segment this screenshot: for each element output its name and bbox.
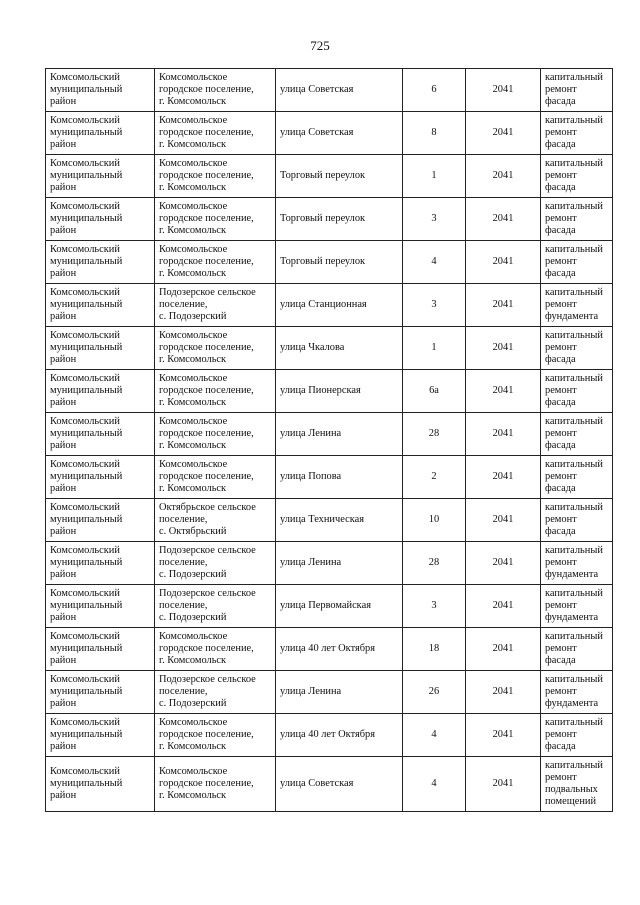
- table-row: [46, 69, 613, 112]
- district-cell: Комсомольский муниципальный район: [46, 542, 155, 585]
- work-type-cell: капитальный ремонт фундамента: [541, 542, 613, 585]
- work-type-cell: капитальный ремонт фундамента: [541, 284, 613, 327]
- district-cell: Комсомольский муниципальный район: [46, 757, 155, 812]
- street-cell: улица Первомайская: [276, 585, 403, 628]
- table-row: [46, 628, 613, 671]
- table-row: [46, 499, 613, 542]
- house-number-cell: 3: [403, 284, 466, 327]
- settlement-cell: Подозерское сельское поселение, с. Подозерский: [155, 542, 276, 585]
- street-cell: улица Чкалова: [276, 327, 403, 370]
- house-number-cell: 4: [403, 714, 466, 757]
- street-cell: улица Попова: [276, 456, 403, 499]
- settlement-cell: Комсомольское городское поселение, г. Комсомольск: [155, 69, 276, 112]
- settlement-cell: Комсомольское городское поселение, г. Комсомольск: [155, 370, 276, 413]
- year-cell: 2041: [466, 413, 541, 456]
- table-row: [46, 241, 613, 284]
- street-cell: улица 40 лет Октября: [276, 714, 403, 757]
- table-row: [46, 585, 613, 628]
- district-cell: Комсомольский муниципальный район: [46, 112, 155, 155]
- settlement-cell: Подозерское сельское поселение, с. Подозерский: [155, 671, 276, 714]
- settlement-cell: Подозерское сельское поселение, с. Подозерский: [155, 585, 276, 628]
- district-cell: Комсомольский муниципальный район: [46, 456, 155, 499]
- table-row: [46, 155, 613, 198]
- table-row: [46, 198, 613, 241]
- table-row: [46, 757, 613, 812]
- street-cell: улица Советская: [276, 757, 403, 812]
- district-cell: Комсомольский муниципальный район: [46, 671, 155, 714]
- year-cell: 2041: [466, 757, 541, 812]
- work-type-cell: капитальный ремонт фасада: [541, 628, 613, 671]
- year-cell: 2041: [466, 671, 541, 714]
- settlement-cell: Комсомольское городское поселение, г. Комсомольск: [155, 155, 276, 198]
- work-type-cell: капитальный ремонт фасада: [541, 241, 613, 284]
- work-type-cell: капитальный ремонт подвальных помещений: [541, 757, 613, 812]
- table-row: [46, 714, 613, 757]
- district-cell: Комсомольский муниципальный район: [46, 714, 155, 757]
- work-type-cell: капитальный ремонт фасада: [541, 413, 613, 456]
- district-cell: Комсомольский муниципальный район: [46, 284, 155, 327]
- settlement-cell: Комсомольское городское поселение, г. Комсомольск: [155, 714, 276, 757]
- street-cell: улица 40 лет Октября: [276, 628, 403, 671]
- house-number-cell: 26: [403, 671, 466, 714]
- year-cell: 2041: [466, 628, 541, 671]
- house-number-cell: 6а: [403, 370, 466, 413]
- house-number-cell: 28: [403, 413, 466, 456]
- street-cell: улица Ленина: [276, 413, 403, 456]
- street-cell: Торговый переулок: [276, 241, 403, 284]
- year-cell: 2041: [466, 327, 541, 370]
- house-number-cell: 6: [403, 69, 466, 112]
- table-row: [46, 370, 613, 413]
- district-cell: Комсомольский муниципальный район: [46, 413, 155, 456]
- district-cell: Комсомольский муниципальный район: [46, 499, 155, 542]
- settlement-cell: Комсомольское городское поселение, г. Комсомольск: [155, 413, 276, 456]
- table-row: [46, 671, 613, 714]
- district-cell: Комсомольский муниципальный район: [46, 585, 155, 628]
- house-number-cell: 4: [403, 757, 466, 812]
- settlement-cell: Комсомольское городское поселение, г. Комсомольск: [155, 112, 276, 155]
- district-cell: Комсомольский муниципальный район: [46, 69, 155, 112]
- work-type-cell: капитальный ремонт фундамента: [541, 671, 613, 714]
- district-cell: Комсомольский муниципальный район: [46, 370, 155, 413]
- house-number-cell: 4: [403, 241, 466, 284]
- year-cell: 2041: [466, 714, 541, 757]
- street-cell: улица Ленина: [276, 542, 403, 585]
- settlement-cell: Комсомольское городское поселение, г. Комсомольск: [155, 198, 276, 241]
- year-cell: 2041: [466, 284, 541, 327]
- table-row: [46, 327, 613, 370]
- district-cell: Комсомольский муниципальный район: [46, 241, 155, 284]
- table-row: [46, 413, 613, 456]
- table-body: [46, 69, 613, 812]
- settlement-cell: Октябрьское сельское поселение, с. Октябрьский: [155, 499, 276, 542]
- street-cell: Торговый переулок: [276, 198, 403, 241]
- house-number-cell: 8: [403, 112, 466, 155]
- street-cell: Торговый переулок: [276, 155, 403, 198]
- house-number-cell: 28: [403, 542, 466, 585]
- work-type-cell: капитальный ремонт фасада: [541, 112, 613, 155]
- work-type-cell: капитальный ремонт фасада: [541, 456, 613, 499]
- street-cell: улица Техническая: [276, 499, 403, 542]
- work-type-cell: капитальный ремонт фасада: [541, 370, 613, 413]
- year-cell: 2041: [466, 112, 541, 155]
- work-type-cell: капитальный ремонт фасада: [541, 499, 613, 542]
- district-cell: Комсомольский муниципальный район: [46, 327, 155, 370]
- settlement-cell: Подозерское сельское поселение, с. Подозерский: [155, 284, 276, 327]
- work-type-cell: капитальный ремонт фасада: [541, 69, 613, 112]
- year-cell: 2041: [466, 241, 541, 284]
- work-type-cell: капитальный ремонт фасада: [541, 327, 613, 370]
- settlement-cell: Комсомольское городское поселение, г. Комсомольск: [155, 456, 276, 499]
- table-row: [46, 456, 613, 499]
- page-number: 725: [310, 38, 330, 53]
- street-cell: улица Пионерская: [276, 370, 403, 413]
- street-cell: улица Советская: [276, 69, 403, 112]
- street-cell: улица Ленина: [276, 671, 403, 714]
- work-type-cell: капитальный ремонт фасада: [541, 198, 613, 241]
- work-type-cell: капитальный ремонт фундамента: [541, 585, 613, 628]
- district-cell: Комсомольский муниципальный район: [46, 628, 155, 671]
- table-row: [46, 542, 613, 585]
- street-cell: улица Советская: [276, 112, 403, 155]
- street-cell: улица Станционная: [276, 284, 403, 327]
- settlement-cell: Комсомольское городское поселение, г. Комсомольск: [155, 327, 276, 370]
- year-cell: 2041: [466, 69, 541, 112]
- settlement-cell: Комсомольское городское поселение, г. Комсомольск: [155, 241, 276, 284]
- district-cell: Комсомольский муниципальный район: [46, 155, 155, 198]
- district-cell: Комсомольский муниципальный район: [46, 198, 155, 241]
- repair-schedule-table: [45, 68, 613, 812]
- year-cell: 2041: [466, 542, 541, 585]
- settlement-cell: Комсомольское городское поселение, г. Комсомольск: [155, 757, 276, 812]
- work-type-cell: капитальный ремонт фасада: [541, 155, 613, 198]
- work-type-cell: капитальный ремонт фасада: [541, 714, 613, 757]
- year-cell: 2041: [466, 585, 541, 628]
- house-number-cell: 10: [403, 499, 466, 542]
- year-cell: 2041: [466, 198, 541, 241]
- year-cell: 2041: [466, 456, 541, 499]
- house-number-cell: 3: [403, 198, 466, 241]
- year-cell: 2041: [466, 370, 541, 413]
- house-number-cell: 18: [403, 628, 466, 671]
- table-row: [46, 284, 613, 327]
- year-cell: 2041: [466, 155, 541, 198]
- house-number-cell: 3: [403, 585, 466, 628]
- year-cell: 2041: [466, 499, 541, 542]
- house-number-cell: 1: [403, 327, 466, 370]
- house-number-cell: 1: [403, 155, 466, 198]
- table-row: [46, 112, 613, 155]
- settlement-cell: Комсомольское городское поселение, г. Комсомольск: [155, 628, 276, 671]
- house-number-cell: 2: [403, 456, 466, 499]
